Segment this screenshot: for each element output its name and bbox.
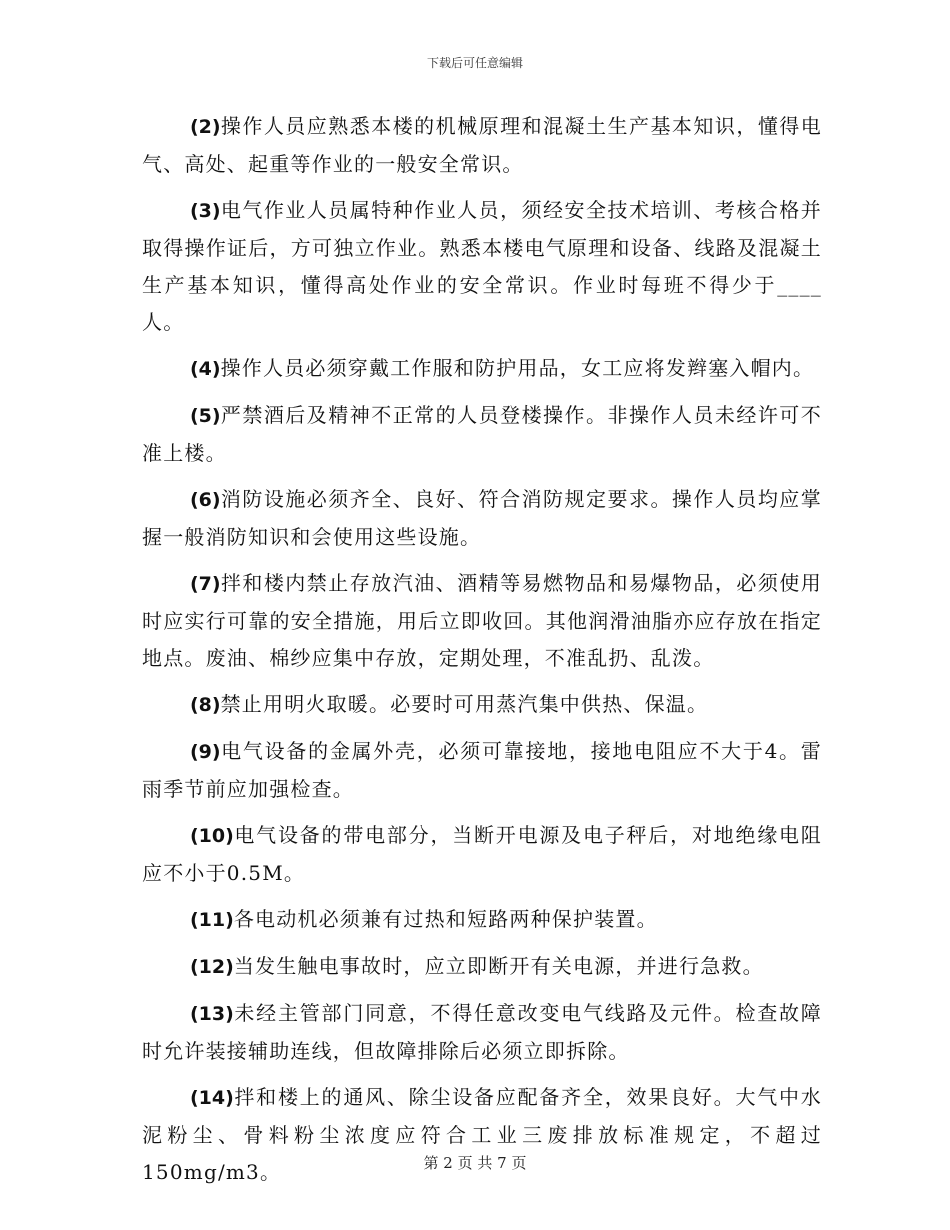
paragraph-text: 操作人员应熟悉本楼的机械原理和混凝土生产基本知识，懂得电气、高处、起重等作业的一般安全常识。	[142, 114, 822, 176]
item-number: (12)	[190, 956, 234, 978]
paragraph-8	[142, 686, 822, 724]
page-number-footer: 第 2 页 共 7 页	[423, 1154, 527, 1172]
paragraph-11	[142, 901, 822, 939]
paragraph-text: 拌和楼上的通风、除尘设备应配备齐全，效果良好。大气中水泥粉尘、骨料粉尘浓度应符合工业三废排放标准规定，不超过150mg/m3。	[142, 1085, 822, 1184]
paragraph-6	[142, 481, 822, 556]
paragraph-7	[142, 565, 822, 677]
paragraph-text: 禁止用明火取暖。必要时可用蒸汽集中供热、保温。	[220, 692, 709, 716]
paragraph-text: 消防设施必须齐全、良好、符合消防规定要求。操作人员均应掌握一般消防知识和会使用这些设施。	[142, 487, 822, 549]
paragraph-text: 操作人员必须穿戴工作服和防护用品，女工应将发辫塞入帽内。	[220, 356, 815, 380]
page-header: 下载后可任意编辑	[426, 56, 523, 70]
paragraph-text: 电气设备的金属外壳，必须可靠接地，接地电阻应不大于4。雷雨季节前应加强检查。	[142, 739, 822, 801]
item-number: (13)	[190, 1003, 234, 1025]
item-number: (10)	[190, 825, 234, 847]
item-number: (7)	[190, 573, 221, 595]
paragraph-3	[142, 192, 822, 341]
item-number: (4)	[190, 358, 221, 380]
paragraph-text: 电气作业人员属特种作业人员，须经安全技术培训、考核合格并取得操作证后，方可独立作业。熟悉本楼电气原理和设备、线路及混凝土生产基本知识，懂得高处作业的安全常识。作业时每班不得少于____人。	[142, 198, 822, 334]
paragraph-10	[142, 817, 822, 892]
paragraph-5	[142, 397, 822, 472]
item-number: (11)	[190, 909, 234, 931]
document-body	[142, 108, 822, 1200]
paragraph-text: 拌和楼内禁止存放汽油、酒精等易燃物品和易爆物品，必须使用时应实行可靠的安全措施，用后立即收回。其他润滑油脂亦应存放在指定地点。废油、棉纱应集中存放，定期处理，不准乱扔、乱泼。	[142, 571, 822, 670]
paragraph-4	[142, 350, 822, 388]
item-number: (9)	[190, 741, 221, 763]
item-number: (14)	[190, 1087, 234, 1109]
paragraph-text: 严禁酒后及精神不正常的人员登楼操作。非操作人员未经许可不准上楼。	[142, 403, 822, 465]
paragraph-14	[142, 1079, 822, 1191]
item-number: (3)	[190, 200, 221, 222]
item-number: (5)	[190, 405, 221, 427]
item-number: (6)	[190, 489, 221, 511]
paragraph-12	[142, 948, 822, 986]
item-number: (2)	[190, 116, 221, 138]
item-number: (8)	[190, 694, 221, 716]
paragraph-9	[142, 733, 822, 808]
paragraph-text: 电气设备的带电部分，当断开电源及电子秤后，对地绝缘电阻应不小于0.5M。	[142, 823, 822, 885]
paragraph-text: 各电动机必须兼有过热和短路两种保护装置。	[233, 907, 658, 931]
paragraph-text: 未经主管部门同意，不得任意改变电气线路及元件。检查故障时允许装接辅助连线，但故障排除后必须立即拆除。	[142, 1001, 822, 1063]
paragraph-text: 当发生触电事故时，应立即断开有关电源，并进行急救。	[233, 954, 764, 978]
paragraph-13	[142, 995, 822, 1070]
paragraph-2	[142, 108, 822, 183]
